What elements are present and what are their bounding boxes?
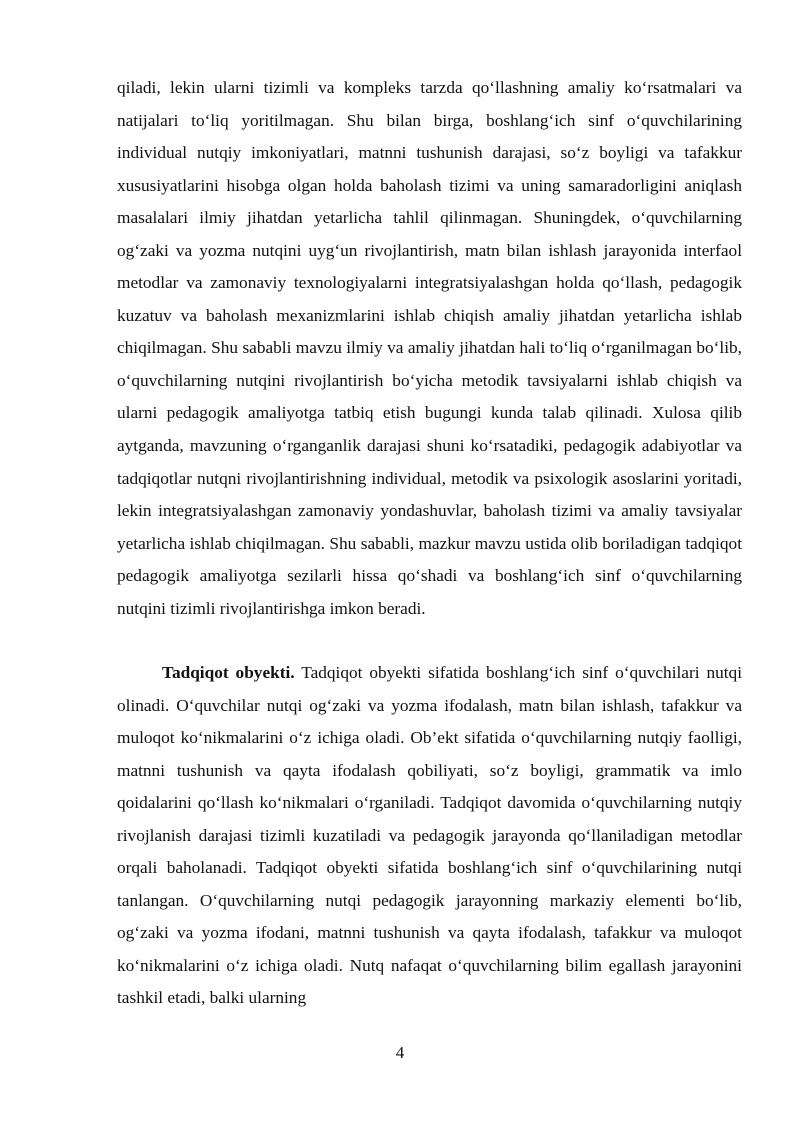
section-paragraph: [117, 657, 742, 1015]
section-body: Tadqiqot obyekti sifatida boshlang‘ich sinf o‘quvchilari nutqi olinadi. O‘quvchilar nutqi og‘zaki va yozma ifodalash, matn bilan ishlash, tafakkur va muloqot ko‘nikmalarini o‘z ichiga oladi. Ob’ekt sifatida o‘quvchilarning nutqiy faolligi, matnni tushunish va qayta ifodalash qobiliyati, so‘z boyligi, grammatik va imlo qoidalarini qo‘llash ko‘nikmalari o‘rganiladi. Tadqiqot davomida o‘quvchilarning nutqiy rivojlanish darajasi tizimli kuzatiladi va pedagogik jarayonda qo‘llaniladigan metodlar orqali baholanadi. Tadqiqot obyekti sifatida boshlang‘ich sinf o‘quvchilarining nutqi tanlangan. O‘quvchilarning nutqi pedagogik jarayonning markaziy elementi bo‘lib, og‘zaki va yozma ifodani, matnni tushunish va qayta ifodalash, tafakkur va muloqot ko‘nikmalarini o‘z ichiga oladi. Nutq nafaqat o‘quvchilarning bilim egallash jarayonini tashkil etadi, balki ularning: [117, 663, 742, 1008]
body-text-section: [117, 657, 742, 1015]
section-heading: Tadqiqot obyekti.: [162, 663, 295, 682]
continuation-paragraph: qiladi, lekin ularni tizimli va kompleks tarzda qo‘llashning amaliy ko‘rsatmalari va natijalari to‘liq yoritilmagan. Shu bilan birga, boshlang‘ich sinf o‘quvchilarining individual nutqiy imkoniyatlari, matnni tushunish darajasi, so‘z boyligi va tafakkur xususiyatlarini hisobga olgan holda baholash tizimi va uning samaradorligini aniqlash masalalari ilmiy jihatdan yetarlicha tahlil qilinmagan. Shuningdek, o‘quvchilarning og‘zaki va yozma nutqini uyg‘un rivojlantirish, matn bilan ishlash jarayonida interfaol metodlar va zamonaviy texnologiyalarni integratsiyalashgan holda qo‘llash, pedagogik kuzatuv va baholash mexanizmlarini ishlab chiqish amaliy jihatdan yetarlicha ishlab chiqilmagan. Shu sababli mavzu ilmiy va amaliy jihatdan hali to‘liq o‘rganilmagan bo‘lib, o‘quvchilarning nutqini rivojlantirish bo‘yicha metodik tavsiyalarni ishlab chiqish va ularni pedagogik amaliyotga tatbiq etish bugungi kunda talab qilinadi. Xulosa qilib aytganda, mavzuning o‘rganganlik darajasi shuni ko‘rsatadiki, pedagogik adabiyotlar va tadqiqotlar nutqni rivojlantirishning individual, metodik va psixologik asoslarini yoritadi, lekin integratsiyalashgan zamonaviy yondashuvlar, baholash tizimi va amaliy tavsiyalar yetarlicha ishlab chiqilmagan. Shu sababli, mazkur mavzu ustida olib boriladigan tadqiqot pedagogik amaliyotga sezilarli hissa qo‘shadi va boshlang‘ich sinf o‘quvchilarning nutqini tizimli rivojlantirishga imkon beradi.: [117, 78, 742, 618]
body-text-top: [117, 72, 742, 625]
page-number: 4: [395, 1043, 405, 1062]
